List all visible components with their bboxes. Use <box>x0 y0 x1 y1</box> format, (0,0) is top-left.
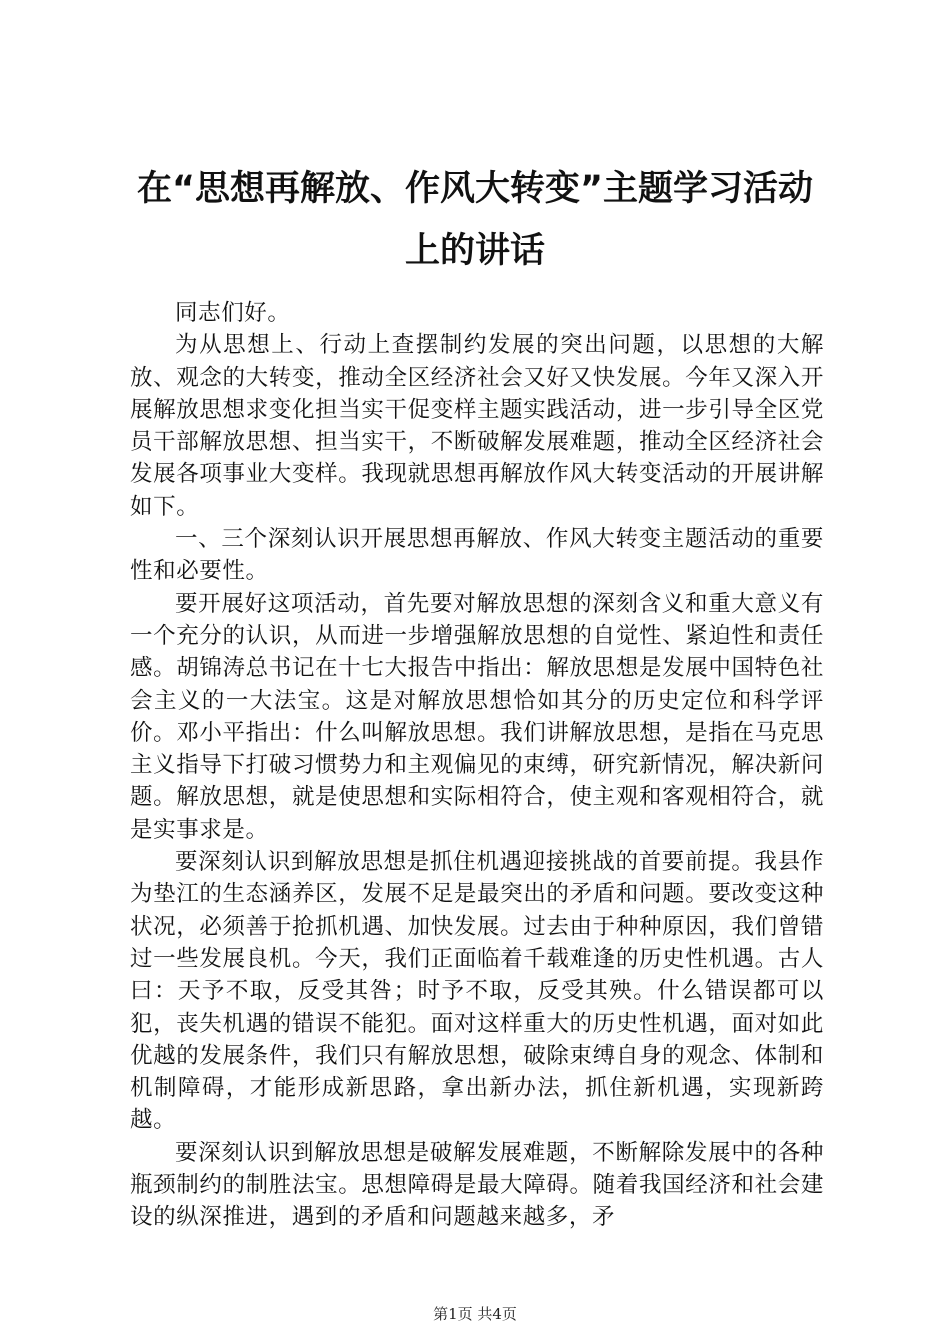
paragraph-difficulty: 要深刻认识到解放思想是破解发展难题，不断解除发展中的各种瓶颈制约的制胜法宝。思想障碍是最大障碍。随着我国经济和社会建设的纵深推进，遇到的矛盾和问题越来越多，矛 <box>130 1139 824 1231</box>
document-title <box>100 158 850 282</box>
paragraph-section-heading: 一、三个深刻认识开展思想再解放、作风大转变主题活动的重要性和必要性。 <box>130 526 824 585</box>
document-body <box>130 297 824 1234</box>
paragraph-greeting: 同志们好。 <box>175 300 291 326</box>
title-line-1: 在“思想再解放、作风大转变”主题学习活动 <box>136 169 813 209</box>
page-footer: 第1页 共4页 <box>433 1305 517 1323</box>
paragraph-intro: 为从思想上、行动上查摆制约发展的突出问题，以思想的大解放、观念的大转变，推动全区经济社会又好又快发展。今年又深入开展解放思想求变化担当实干促变样主题实践活动，进一步引导全区党员干部解放思想、担当实干，不断破解发展难题，推动全区经济社会发展各项事业大变样。我现就思想再解放作风大转变活动的开展讲解如下。 <box>130 332 824 520</box>
title-line-2: 上的讲话 <box>404 231 545 271</box>
paragraph-meaning: 要开展好这项活动，首先要对解放思想的深刻含义和重大意义有一个充分的认识，从而进一步增强解放思想的自觉性、紧迫性和责任感。胡锦涛总书记在十七大报告中指出：解放思想是发展中国特色社会主义的一大法宝。这是对解放思想恰如其分的历史定位和科学评价。邓小平指出：什么叫解放思想。我们讲解放思想，是指在马克思主义指导下打破习惯势力和主观偏见的束缚，研究新情况，解决新问题。解放思想，就是使思想和实际相符合，使主观和客观相符合，就是实事求是。 <box>130 590 824 843</box>
paragraph-opportunity: 要深刻认识到解放思想是抓住机遇迎接挑战的首要前提。我县作为垫江的生态涵养区，发展不足是最突出的矛盾和问题。要改变这种状况，必须善于抢抓机遇、加快发展。过去由于种种原因，我们曾错过一些发展良机。今天，我们正面临着千载难逢的历史性机遇。古人曰：天予不取，反受其咎；时予不取，反受其殃。什么错误都可以犯，丧失机遇的错误不能犯。面对这样重大的历史性机遇，面对如此优越的发展条件，我们只有解放思想，破除束缚自身的观念、体制和机制障碍，才能形成新思路，拿出新办法，抓住新机遇，实现新跨越。 <box>130 849 824 1134</box>
